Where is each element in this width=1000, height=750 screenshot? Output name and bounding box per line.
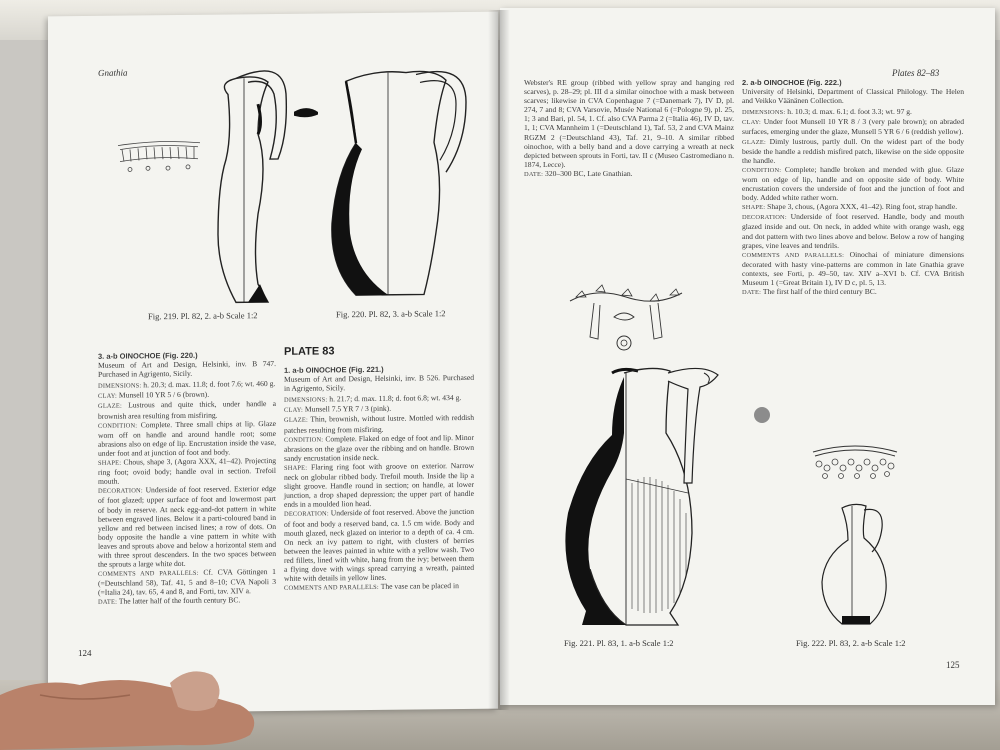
book-gutter <box>488 10 510 710</box>
date-label: DATE: <box>98 599 118 607</box>
comments-label: COMMENTS AND PARALLELS: <box>284 584 379 593</box>
clay-label: CLAY: <box>284 407 303 415</box>
entry-1ab-comments: The vase can be placed in <box>380 581 459 592</box>
fig219-decoration-band <box>118 141 200 171</box>
glaze-label: GLAZE: <box>284 417 308 425</box>
figure-222-drawing <box>812 498 902 633</box>
entry-2ab-title: 2. a-b OINOCHOE (Fig. 222.) <box>742 78 842 87</box>
shape-label: SHAPE: <box>98 459 122 467</box>
entry-2ab-comments: Oinochai of miniature dimensions decorated with hasty vine-patterns are common in late Gnathia grave contexts, see Forti, p. 49–50, tav. XIV a–XVI b. Cf. CVA British Museum 1 (=Great Britain 1), IV D c, pl. 5, 13. <box>742 249 964 287</box>
comments-label: COMMENTS AND PARALLELS: <box>742 251 845 259</box>
entry-1ab-condition: Complete. Flaked on edge of foot and lip. Minor abrasions on the glaze over the ribbing and on handle. Brown sandy encrustation inside neck. <box>284 432 474 463</box>
fig222-vase-outline <box>822 504 886 624</box>
figure-221-drawing <box>542 363 772 638</box>
condition-label: CONDITION: <box>284 436 324 444</box>
entry-3ab-comments: Cf. CVA Göttingen 1 (=Deutschland 58), Taf. 41, 5 and 8–10; CVA Napoli 3 (=Italia 24), tav. 65, 4 and 8, and Forti, tav. XIV a. <box>98 567 276 598</box>
fig221-caption: Fig. 221. Pl. 83, 1. a-b Scale 1:2 <box>564 638 674 648</box>
entry-3ab-title: 3. a-b OINOCHOE (Fig. 220.) <box>98 350 198 361</box>
entry-1ab-decoration: Underside of foot reserved. Above the junction of foot and body a reserved band, ca. 1.5 cm wide. Body and mouth glazed, neck glazed on interior to a depth of ca. 4 cm. On neck an ivy pattern to right, with clusters of berries between the leaves painted in white with a yellow wash. Two red fillets, lined with white, hang from the ivy; between them a flying dove with wings spread carrying a wreath, painted white with details in yellow lines. <box>284 507 475 583</box>
date-label: DATE: <box>524 170 544 178</box>
decoration-label: DECORATION: <box>284 510 329 519</box>
page-number-left: 124 <box>78 647 92 659</box>
shape-label: SHAPE: <box>742 204 766 212</box>
figure-219-drawing <box>108 64 318 311</box>
left-column-1 <box>98 350 276 609</box>
right-page <box>500 8 995 705</box>
entry-1ab-title: 1. a-b OINOCHOE (Fig. 221.) <box>284 364 384 375</box>
entry-2ab-glaze: Dimly lustrous, partly dull. On the widest part of the body beside the handle a reddish misfired patch, likewise on the side opposite the handle. <box>742 136 964 165</box>
condition-label: CONDITION: <box>98 422 138 430</box>
fig221-neck-decoration-drawing <box>566 283 686 363</box>
decoration-label: DECORATION: <box>98 487 143 496</box>
page-number-right: 125 <box>946 660 960 670</box>
glaze-label: GLAZE: <box>742 138 766 146</box>
comments-label: COMMENTS AND PARALLELS: <box>98 569 199 578</box>
running-head-left: Gnathia <box>98 67 128 78</box>
entry-3ab-clay: Munsell 10 YR 5 / 6 (brown). <box>118 390 210 400</box>
entry-3ab-condition: Complete. Three small chips at lip. Glaze worn off on handle and around handle root; some abrasions also on edge of lip. Encrustation inside the vase, under foot and at junction of foot and body. <box>98 418 276 458</box>
right-column-1 <box>524 78 734 181</box>
entry-3ab-intro: Museum of Art and Design, Helsinki, inv. B 747. Purchased in Agrigento, Sicily. <box>98 359 276 380</box>
clay-label: CLAY: <box>742 119 761 127</box>
clay-label: CLAY: <box>98 393 117 401</box>
fig221-vase-outline <box>590 368 692 625</box>
fig222-neck-decoration-drawing <box>805 438 905 493</box>
running-head-right: Plates 82–83 <box>892 68 940 78</box>
fig222-caption: Fig. 222. Pl. 83, 2. a-b Scale 1:2 <box>796 638 906 648</box>
entry-2ab-shape: Shape 3, chous, (Agora XXX, 41–42). Ring foot, strap handle. <box>767 202 958 212</box>
entry-1ab-date: 320–300 BC, Late Gnathian. <box>545 168 633 178</box>
left-page <box>48 12 498 714</box>
entry-2ab-clay: Under foot Munsell 10 YR 8 / 3 (very pale brown); on abraded surfaces, emerging under the glaze, Munsell 5 YR 6 / 6 (reddish yellow). <box>742 117 964 137</box>
entry-1ab-intro: Museum of Art and Design, Helsinki, inv. B 526. Purchased in Agrigento, Sicily. <box>284 372 474 394</box>
decoration-label: DECORATION: <box>742 214 787 222</box>
entry-2ab-dimensions: h. 10.3; d. max. 6.1; d. foot 3.3; wt. 97 g. <box>787 107 912 117</box>
entry-2ab-decoration: Underside of foot reserved. Handle, body and mouth glazed inside and out. On neck, in added white with orange wash, egg and dot pattern with two lines above and below. Below a row of hanging grapes, vine leaves and tendrils. <box>742 212 964 250</box>
entry-3ab-date: The latter half of the fourth century BC. <box>118 595 241 607</box>
dimensions-label: DIMENSIONS: <box>98 382 142 391</box>
plate-83-heading: PLATE 83 <box>284 345 335 358</box>
figure-220-drawing <box>316 62 496 309</box>
fig220-caption: Fig. 220. Pl. 82, 3. a-b Scale 1:2 <box>336 308 446 320</box>
condition-label: CONDITION: <box>742 166 782 174</box>
entry-2ab-date: The first half of the third century BC. <box>762 287 877 297</box>
entry-2ab-intro: University of Helsinki, Department of Classical Philology. The Helen and Veikko Väänänen Collection. <box>742 87 964 106</box>
comments-continued: Webster's RE group (ribbed with yellow spray and hanging red scarves), p. 28–29; pl. III d a similar oinochoe with a mask between scarves; likewise in CVA Copenhague 7 (=Danemark 7), IV D, pl. 274, 7 and 8; CVA Varsovie, Musée National 6 (=Pologne 9), pl. 25, 1; 3 and Bari, pl. 54, 1. Cf. also CVA Parma 2 (=Italia 46), IV D, tav. 1, 1; CVA Mannheim 1 (=Deutschland 1), Taf. 53, 2 and CVA Mainz RGZM 2 (=Deutschland 43), Taf. 21, 9–10. A similar ribbed oinochoe, with a belly band and a dove carrying a wreath at neck depicted between sprouts in Forti, tav. II c (Museo Castromediano n. 1874, Lecce). <box>524 78 734 169</box>
entry-3ab-glaze: Lustrous and quite thick, under handle a brownish area resulting from misfiring. <box>98 399 276 421</box>
date-label: DATE: <box>742 289 762 297</box>
entry-1ab-shape: Flaring ring foot with groove on exterior. Narrow neck on globular ribbed body. Trefoil mouth. Inside the lip a slight groove. Handle round in section; on handle, at lower junction, a drop shaped depression; the upper part of handle ends in a moulded lion head. <box>284 460 475 510</box>
entry-3ab-decoration: Underside of foot reserved. Exterior edge of foot glazed; upper surface of foot and lowermost part of body in reserve. At neck egg-and-dot pattern in white between engraved lines. Below it a parti-coloured band in yellow and red between incised lines; a row of dots. On body opposite the handle a vine pattern in white with leaves and sprouts above and below a horizontal stem and with three sprout descenders. In the two spaces between the sprouts a large white dot. <box>98 484 276 569</box>
left-column-2 <box>284 364 474 595</box>
shape-label: SHAPE: <box>284 464 308 472</box>
entry-1ab-clay: Munsell 7.5 YR 7 / 3 (pink). <box>304 404 392 415</box>
entry-2ab-condition: Complete; handle broken and mended with glue. Glaze worn on edge of lip, handle and on opposite side of body. White encrustation covers the underside of foot and the junction of foot and body. Added white rather worn. <box>742 164 964 203</box>
right-column-2 <box>742 78 964 299</box>
entry-1ab-glaze: Thin, brownish, without lustre. Mottled with reddish patches resulting from misfiring. <box>284 413 475 435</box>
dimensions-label: DIMENSIONS: <box>284 396 328 405</box>
entry-3ab-shape: Chous, shape 3, (Agora XXX, 41–42). Projecting ring foot; ovoid body; handle oval in section. Trefoil mouth. <box>98 455 276 487</box>
hand-holding-page <box>0 655 270 750</box>
fig219-caption: Fig. 219. Pl. 82, 2. a-b Scale 1:2 <box>148 310 258 322</box>
entry-1ab-dimensions: h. 21.7; d. max. 11.8; d. foot 6.8; wt. 434 g. <box>329 393 462 404</box>
entry-3ab-dimensions: h. 20.3; d. max. 11.8; d. foot 7.6; wt. 460 g. <box>143 379 276 390</box>
dimensions-label: DIMENSIONS: <box>742 109 786 117</box>
glaze-label: GLAZE: <box>98 403 122 411</box>
